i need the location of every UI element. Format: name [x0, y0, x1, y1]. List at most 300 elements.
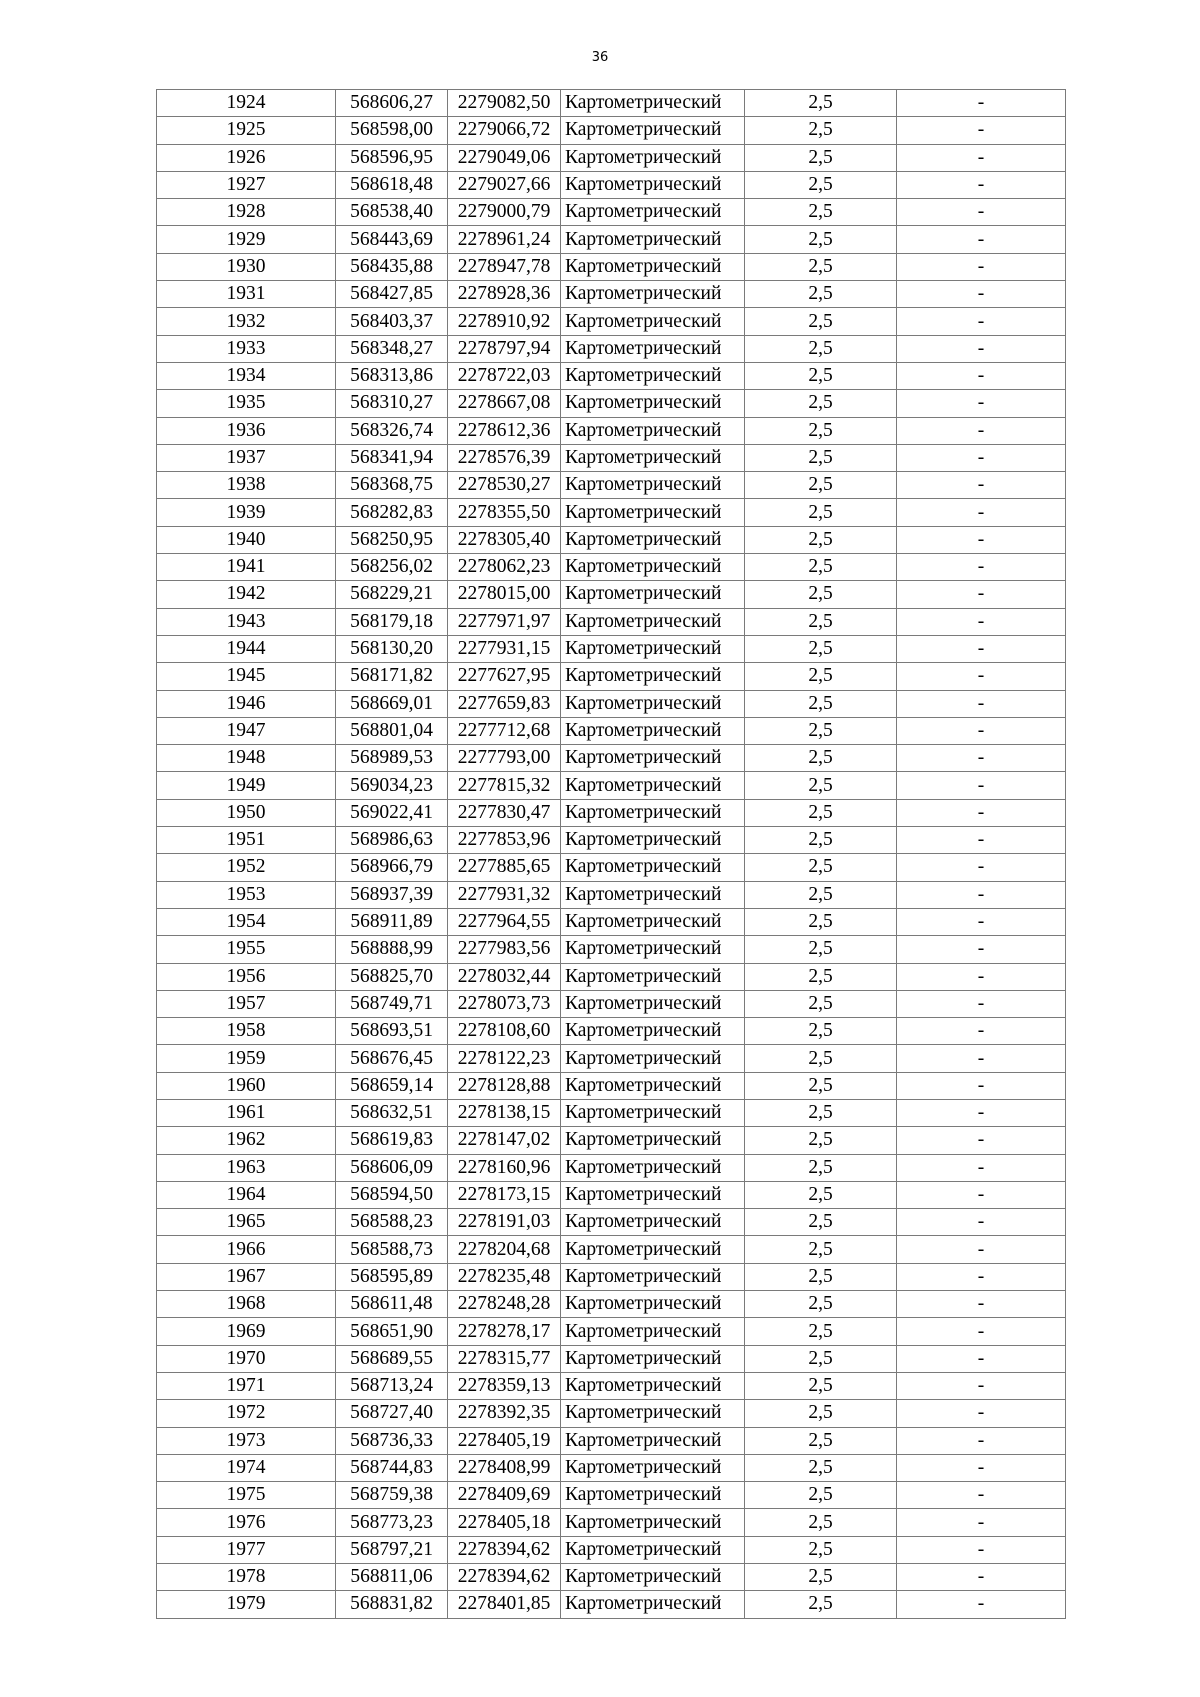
method-cell: Картометрический	[561, 772, 745, 799]
table-row	[157, 608, 1066, 635]
accuracy-cell: 2,5	[745, 1154, 897, 1181]
accuracy-cell: 2,5	[745, 1263, 897, 1290]
point-number-cell: 1968	[157, 1291, 336, 1318]
table-row	[157, 827, 1066, 854]
description-cell: -	[897, 199, 1066, 226]
accuracy-cell: 2,5	[745, 908, 897, 935]
description-cell: -	[897, 472, 1066, 499]
y-coordinate-cell: 2278405,18	[448, 1509, 561, 1536]
method-cell: Картометрический	[561, 1318, 745, 1345]
method-cell: Картометрический	[561, 472, 745, 499]
method-cell: Картометрический	[561, 1454, 745, 1481]
point-number-cell: 1939	[157, 499, 336, 526]
accuracy-cell: 2,5	[745, 581, 897, 608]
y-coordinate-cell: 2277712,68	[448, 717, 561, 744]
method-cell: Картометрический	[561, 663, 745, 690]
table-row	[157, 717, 1066, 744]
table-row	[157, 1454, 1066, 1481]
description-cell: -	[897, 963, 1066, 990]
method-cell: Картометрический	[561, 690, 745, 717]
y-coordinate-cell: 2278576,39	[448, 444, 561, 471]
y-coordinate-cell: 2278409,69	[448, 1482, 561, 1509]
point-number-cell: 1978	[157, 1564, 336, 1591]
y-coordinate-cell: 2278355,50	[448, 499, 561, 526]
description-cell: -	[897, 1209, 1066, 1236]
method-cell: Картометрический	[561, 1154, 745, 1181]
point-number-cell: 1933	[157, 335, 336, 362]
accuracy-cell: 2,5	[745, 1018, 897, 1045]
description-cell: -	[897, 417, 1066, 444]
description-cell: -	[897, 717, 1066, 744]
point-number-cell: 1945	[157, 663, 336, 690]
y-coordinate-cell: 2277885,65	[448, 854, 561, 881]
page-number: 36	[591, 50, 609, 65]
x-coordinate-cell: 568937,39	[336, 881, 448, 908]
point-number-cell: 1974	[157, 1454, 336, 1481]
description-cell: -	[897, 90, 1066, 117]
point-number-cell: 1925	[157, 117, 336, 144]
x-coordinate-cell: 568651,90	[336, 1318, 448, 1345]
accuracy-cell: 2,5	[745, 171, 897, 198]
point-number-cell: 1979	[157, 1591, 336, 1618]
accuracy-cell: 2,5	[745, 990, 897, 1017]
table-row	[157, 90, 1066, 117]
accuracy-cell: 2,5	[745, 472, 897, 499]
method-cell: Картометрический	[561, 908, 745, 935]
accuracy-cell: 2,5	[745, 554, 897, 581]
y-coordinate-cell: 2278122,23	[448, 1045, 561, 1072]
description-cell: -	[897, 854, 1066, 881]
method-cell: Картометрический	[561, 90, 745, 117]
method-cell: Картометрический	[561, 1345, 745, 1372]
table-row	[157, 745, 1066, 772]
description-cell: -	[897, 1099, 1066, 1126]
accuracy-cell: 2,5	[745, 936, 897, 963]
point-number-cell: 1929	[157, 226, 336, 253]
x-coordinate-cell: 568130,20	[336, 635, 448, 662]
point-number-cell: 1946	[157, 690, 336, 717]
table-row	[157, 908, 1066, 935]
y-coordinate-cell: 2278015,00	[448, 581, 561, 608]
point-number-cell: 1924	[157, 90, 336, 117]
accuracy-cell: 2,5	[745, 253, 897, 280]
y-coordinate-cell: 2278108,60	[448, 1018, 561, 1045]
table-row	[157, 1345, 1066, 1372]
accuracy-cell: 2,5	[745, 308, 897, 335]
description-cell: -	[897, 253, 1066, 280]
method-cell: Картометрический	[561, 499, 745, 526]
method-cell: Картометрический	[561, 963, 745, 990]
method-cell: Картометрический	[561, 144, 745, 171]
y-coordinate-cell: 2279066,72	[448, 117, 561, 144]
method-cell: Картометрический	[561, 1400, 745, 1427]
accuracy-cell: 2,5	[745, 1345, 897, 1372]
accuracy-cell: 2,5	[745, 799, 897, 826]
method-cell: Картометрический	[561, 1291, 745, 1318]
description-cell: -	[897, 1236, 1066, 1263]
x-coordinate-cell: 568595,89	[336, 1263, 448, 1290]
description-cell: -	[897, 1018, 1066, 1045]
x-coordinate-cell: 568744,83	[336, 1454, 448, 1481]
table-row	[157, 772, 1066, 799]
table-row	[157, 1509, 1066, 1536]
point-number-cell: 1934	[157, 362, 336, 389]
description-cell: -	[897, 1291, 1066, 1318]
y-coordinate-cell: 2279049,06	[448, 144, 561, 171]
point-number-cell: 1965	[157, 1209, 336, 1236]
x-coordinate-cell: 568727,40	[336, 1400, 448, 1427]
method-cell: Картометрический	[561, 1018, 745, 1045]
y-coordinate-cell: 2277815,32	[448, 772, 561, 799]
x-coordinate-cell: 568888,99	[336, 936, 448, 963]
y-coordinate-cell: 2278305,40	[448, 526, 561, 553]
method-cell: Картометрический	[561, 717, 745, 744]
method-cell: Картометрический	[561, 117, 745, 144]
table-row	[157, 690, 1066, 717]
y-coordinate-cell: 2278408,99	[448, 1454, 561, 1481]
accuracy-cell: 2,5	[745, 1509, 897, 1536]
accuracy-cell: 2,5	[745, 608, 897, 635]
y-coordinate-cell: 2277627,95	[448, 663, 561, 690]
point-number-cell: 1935	[157, 390, 336, 417]
table-row	[157, 417, 1066, 444]
table-row	[157, 390, 1066, 417]
accuracy-cell: 2,5	[745, 635, 897, 662]
table-row	[157, 1564, 1066, 1591]
y-coordinate-cell: 2278235,48	[448, 1263, 561, 1290]
accuracy-cell: 2,5	[745, 881, 897, 908]
y-coordinate-cell: 2277793,00	[448, 745, 561, 772]
x-coordinate-cell: 568669,01	[336, 690, 448, 717]
table-row	[157, 1291, 1066, 1318]
method-cell: Картометрический	[561, 1099, 745, 1126]
accuracy-cell: 2,5	[745, 827, 897, 854]
x-coordinate-cell: 568689,55	[336, 1345, 448, 1372]
description-cell: -	[897, 362, 1066, 389]
method-cell: Картометрический	[561, 581, 745, 608]
accuracy-cell: 2,5	[745, 390, 897, 417]
table-row	[157, 581, 1066, 608]
method-cell: Картометрический	[561, 1181, 745, 1208]
description-cell: -	[897, 1454, 1066, 1481]
accuracy-cell: 2,5	[745, 1291, 897, 1318]
x-coordinate-cell: 568348,27	[336, 335, 448, 362]
x-coordinate-cell: 568659,14	[336, 1072, 448, 1099]
point-number-cell: 1942	[157, 581, 336, 608]
x-coordinate-cell: 568736,33	[336, 1427, 448, 1454]
y-coordinate-cell: 2278138,15	[448, 1099, 561, 1126]
point-number-cell: 1948	[157, 745, 336, 772]
x-coordinate-cell: 568797,21	[336, 1536, 448, 1563]
method-cell: Картометрический	[561, 854, 745, 881]
x-coordinate-cell: 568619,83	[336, 1127, 448, 1154]
description-cell: -	[897, 1127, 1066, 1154]
y-coordinate-cell: 2278405,19	[448, 1427, 561, 1454]
y-coordinate-cell: 2279027,66	[448, 171, 561, 198]
x-coordinate-cell: 568811,06	[336, 1564, 448, 1591]
x-coordinate-cell: 568310,27	[336, 390, 448, 417]
y-coordinate-cell: 2278147,02	[448, 1127, 561, 1154]
table-row	[157, 936, 1066, 963]
accuracy-cell: 2,5	[745, 663, 897, 690]
x-coordinate-cell: 568986,63	[336, 827, 448, 854]
x-coordinate-cell: 568171,82	[336, 663, 448, 690]
description-cell: -	[897, 1427, 1066, 1454]
x-coordinate-cell: 568403,37	[336, 308, 448, 335]
table-row	[157, 635, 1066, 662]
description-cell: -	[897, 1536, 1066, 1563]
accuracy-cell: 2,5	[745, 717, 897, 744]
table-row	[157, 963, 1066, 990]
method-cell: Картометрический	[561, 444, 745, 471]
table-row	[157, 554, 1066, 581]
table-row	[157, 1263, 1066, 1290]
point-number-cell: 1955	[157, 936, 336, 963]
description-cell: -	[897, 1372, 1066, 1399]
x-coordinate-cell: 568693,51	[336, 1018, 448, 1045]
method-cell: Картометрический	[561, 308, 745, 335]
table-row	[157, 335, 1066, 362]
description-cell: -	[897, 1509, 1066, 1536]
point-number-cell: 1976	[157, 1509, 336, 1536]
description-cell: -	[897, 1181, 1066, 1208]
description-cell: -	[897, 1045, 1066, 1072]
y-coordinate-cell: 2277964,55	[448, 908, 561, 935]
method-cell: Картометрический	[561, 417, 745, 444]
accuracy-cell: 2,5	[745, 335, 897, 362]
accuracy-cell: 2,5	[745, 772, 897, 799]
point-number-cell: 1970	[157, 1345, 336, 1372]
accuracy-cell: 2,5	[745, 1318, 897, 1345]
description-cell: -	[897, 745, 1066, 772]
description-cell: -	[897, 499, 1066, 526]
point-number-cell: 1926	[157, 144, 336, 171]
method-cell: Картометрический	[561, 799, 745, 826]
method-cell: Картометрический	[561, 526, 745, 553]
accuracy-cell: 2,5	[745, 1181, 897, 1208]
x-coordinate-cell: 568588,73	[336, 1236, 448, 1263]
x-coordinate-cell: 568676,45	[336, 1045, 448, 1072]
y-coordinate-cell: 2278073,73	[448, 990, 561, 1017]
point-number-cell: 1977	[157, 1536, 336, 1563]
method-cell: Картометрический	[561, 390, 745, 417]
table-row	[157, 199, 1066, 226]
table-row	[157, 1591, 1066, 1618]
table-body	[157, 90, 1066, 1619]
point-number-cell: 1966	[157, 1236, 336, 1263]
y-coordinate-cell: 2278173,15	[448, 1181, 561, 1208]
accuracy-cell: 2,5	[745, 1482, 897, 1509]
method-cell: Картометрический	[561, 226, 745, 253]
point-number-cell: 1972	[157, 1400, 336, 1427]
point-number-cell: 1960	[157, 1072, 336, 1099]
method-cell: Картометрический	[561, 990, 745, 1017]
accuracy-cell: 2,5	[745, 117, 897, 144]
coordinates-table	[156, 89, 1066, 1619]
point-number-cell: 1927	[157, 171, 336, 198]
y-coordinate-cell: 2277830,47	[448, 799, 561, 826]
y-coordinate-cell: 2278961,24	[448, 226, 561, 253]
point-number-cell: 1964	[157, 1181, 336, 1208]
y-coordinate-cell: 2278392,35	[448, 1400, 561, 1427]
point-number-cell: 1963	[157, 1154, 336, 1181]
table-row	[157, 799, 1066, 826]
description-cell: -	[897, 1318, 1066, 1345]
table-row	[157, 1045, 1066, 1072]
table-row	[157, 1372, 1066, 1399]
table-row	[157, 171, 1066, 198]
table-row	[157, 1018, 1066, 1045]
point-number-cell: 1936	[157, 417, 336, 444]
x-coordinate-cell: 568229,21	[336, 581, 448, 608]
y-coordinate-cell: 2278928,36	[448, 281, 561, 308]
table-row	[157, 1427, 1066, 1454]
y-coordinate-cell: 2278315,77	[448, 1345, 561, 1372]
point-number-cell: 1928	[157, 199, 336, 226]
table-row	[157, 1181, 1066, 1208]
accuracy-cell: 2,5	[745, 1564, 897, 1591]
accuracy-cell: 2,5	[745, 417, 897, 444]
accuracy-cell: 2,5	[745, 362, 897, 389]
y-coordinate-cell: 2278359,13	[448, 1372, 561, 1399]
x-coordinate-cell: 568282,83	[336, 499, 448, 526]
description-cell: -	[897, 663, 1066, 690]
table-row	[157, 854, 1066, 881]
y-coordinate-cell: 2277983,56	[448, 936, 561, 963]
x-coordinate-cell: 568435,88	[336, 253, 448, 280]
table-row	[157, 226, 1066, 253]
y-coordinate-cell: 2278394,62	[448, 1536, 561, 1563]
x-coordinate-cell: 568989,53	[336, 745, 448, 772]
x-coordinate-cell: 568368,75	[336, 472, 448, 499]
y-coordinate-cell: 2278278,17	[448, 1318, 561, 1345]
accuracy-cell: 2,5	[745, 1127, 897, 1154]
y-coordinate-cell: 2278204,68	[448, 1236, 561, 1263]
table-row	[157, 499, 1066, 526]
x-coordinate-cell: 568538,40	[336, 199, 448, 226]
x-coordinate-cell: 568443,69	[336, 226, 448, 253]
table-row	[157, 1099, 1066, 1126]
x-coordinate-cell: 568911,89	[336, 908, 448, 935]
point-number-cell: 1973	[157, 1427, 336, 1454]
description-cell: -	[897, 171, 1066, 198]
table-row	[157, 1536, 1066, 1563]
x-coordinate-cell: 568611,48	[336, 1291, 448, 1318]
method-cell: Картометрический	[561, 1591, 745, 1618]
method-cell: Картометрический	[561, 554, 745, 581]
y-coordinate-cell: 2278910,92	[448, 308, 561, 335]
method-cell: Картометрический	[561, 199, 745, 226]
x-coordinate-cell: 568588,23	[336, 1209, 448, 1236]
x-coordinate-cell: 569022,41	[336, 799, 448, 826]
point-number-cell: 1957	[157, 990, 336, 1017]
table-row	[157, 1236, 1066, 1263]
table-row	[157, 1400, 1066, 1427]
description-cell: -	[897, 635, 1066, 662]
point-number-cell: 1950	[157, 799, 336, 826]
method-cell: Картометрический	[561, 253, 745, 280]
table-row	[157, 1154, 1066, 1181]
accuracy-cell: 2,5	[745, 963, 897, 990]
description-cell: -	[897, 799, 1066, 826]
x-coordinate-cell: 568326,74	[336, 417, 448, 444]
table-row	[157, 1072, 1066, 1099]
description-cell: -	[897, 1591, 1066, 1618]
y-coordinate-cell: 2278394,62	[448, 1564, 561, 1591]
method-cell: Картометрический	[561, 281, 745, 308]
y-coordinate-cell: 2278191,03	[448, 1209, 561, 1236]
x-coordinate-cell: 568632,51	[336, 1099, 448, 1126]
method-cell: Картометрический	[561, 1482, 745, 1509]
accuracy-cell: 2,5	[745, 1209, 897, 1236]
x-coordinate-cell: 568598,00	[336, 117, 448, 144]
y-coordinate-cell: 2278530,27	[448, 472, 561, 499]
description-cell: -	[897, 581, 1066, 608]
y-coordinate-cell: 2277659,83	[448, 690, 561, 717]
table-row	[157, 362, 1066, 389]
x-coordinate-cell: 568341,94	[336, 444, 448, 471]
description-cell: -	[897, 990, 1066, 1017]
y-coordinate-cell: 2277853,96	[448, 827, 561, 854]
method-cell: Картометрический	[561, 362, 745, 389]
point-number-cell: 1930	[157, 253, 336, 280]
x-coordinate-cell: 568596,95	[336, 144, 448, 171]
table-row	[157, 1209, 1066, 1236]
method-cell: Картометрический	[561, 608, 745, 635]
table-row	[157, 472, 1066, 499]
method-cell: Картометрический	[561, 635, 745, 662]
table-row	[157, 117, 1066, 144]
accuracy-cell: 2,5	[745, 745, 897, 772]
accuracy-cell: 2,5	[745, 1454, 897, 1481]
x-coordinate-cell: 568606,09	[336, 1154, 448, 1181]
method-cell: Картометрический	[561, 1209, 745, 1236]
point-number-cell: 1938	[157, 472, 336, 499]
description-cell: -	[897, 1154, 1066, 1181]
table-row	[157, 1482, 1066, 1509]
table-row	[157, 1318, 1066, 1345]
point-number-cell: 1937	[157, 444, 336, 471]
table-row	[157, 881, 1066, 908]
method-cell: Картометрический	[561, 1564, 745, 1591]
table-row	[157, 663, 1066, 690]
x-coordinate-cell: 568825,70	[336, 963, 448, 990]
accuracy-cell: 2,5	[745, 1236, 897, 1263]
description-cell: -	[897, 281, 1066, 308]
method-cell: Картометрический	[561, 171, 745, 198]
y-coordinate-cell: 2278160,96	[448, 1154, 561, 1181]
point-number-cell: 1958	[157, 1018, 336, 1045]
method-cell: Картометрический	[561, 745, 745, 772]
x-coordinate-cell: 568427,85	[336, 281, 448, 308]
y-coordinate-cell: 2278062,23	[448, 554, 561, 581]
x-coordinate-cell: 568749,71	[336, 990, 448, 1017]
method-cell: Картометрический	[561, 1127, 745, 1154]
accuracy-cell: 2,5	[745, 1099, 897, 1126]
point-number-cell: 1931	[157, 281, 336, 308]
x-coordinate-cell: 568618,48	[336, 171, 448, 198]
method-cell: Картометрический	[561, 1427, 745, 1454]
point-number-cell: 1944	[157, 635, 336, 662]
point-number-cell: 1961	[157, 1099, 336, 1126]
x-coordinate-cell: 568250,95	[336, 526, 448, 553]
y-coordinate-cell: 2278032,44	[448, 963, 561, 990]
accuracy-cell: 2,5	[745, 1591, 897, 1618]
accuracy-cell: 2,5	[745, 144, 897, 171]
accuracy-cell: 2,5	[745, 444, 897, 471]
y-coordinate-cell: 2279000,79	[448, 199, 561, 226]
table-row	[157, 308, 1066, 335]
